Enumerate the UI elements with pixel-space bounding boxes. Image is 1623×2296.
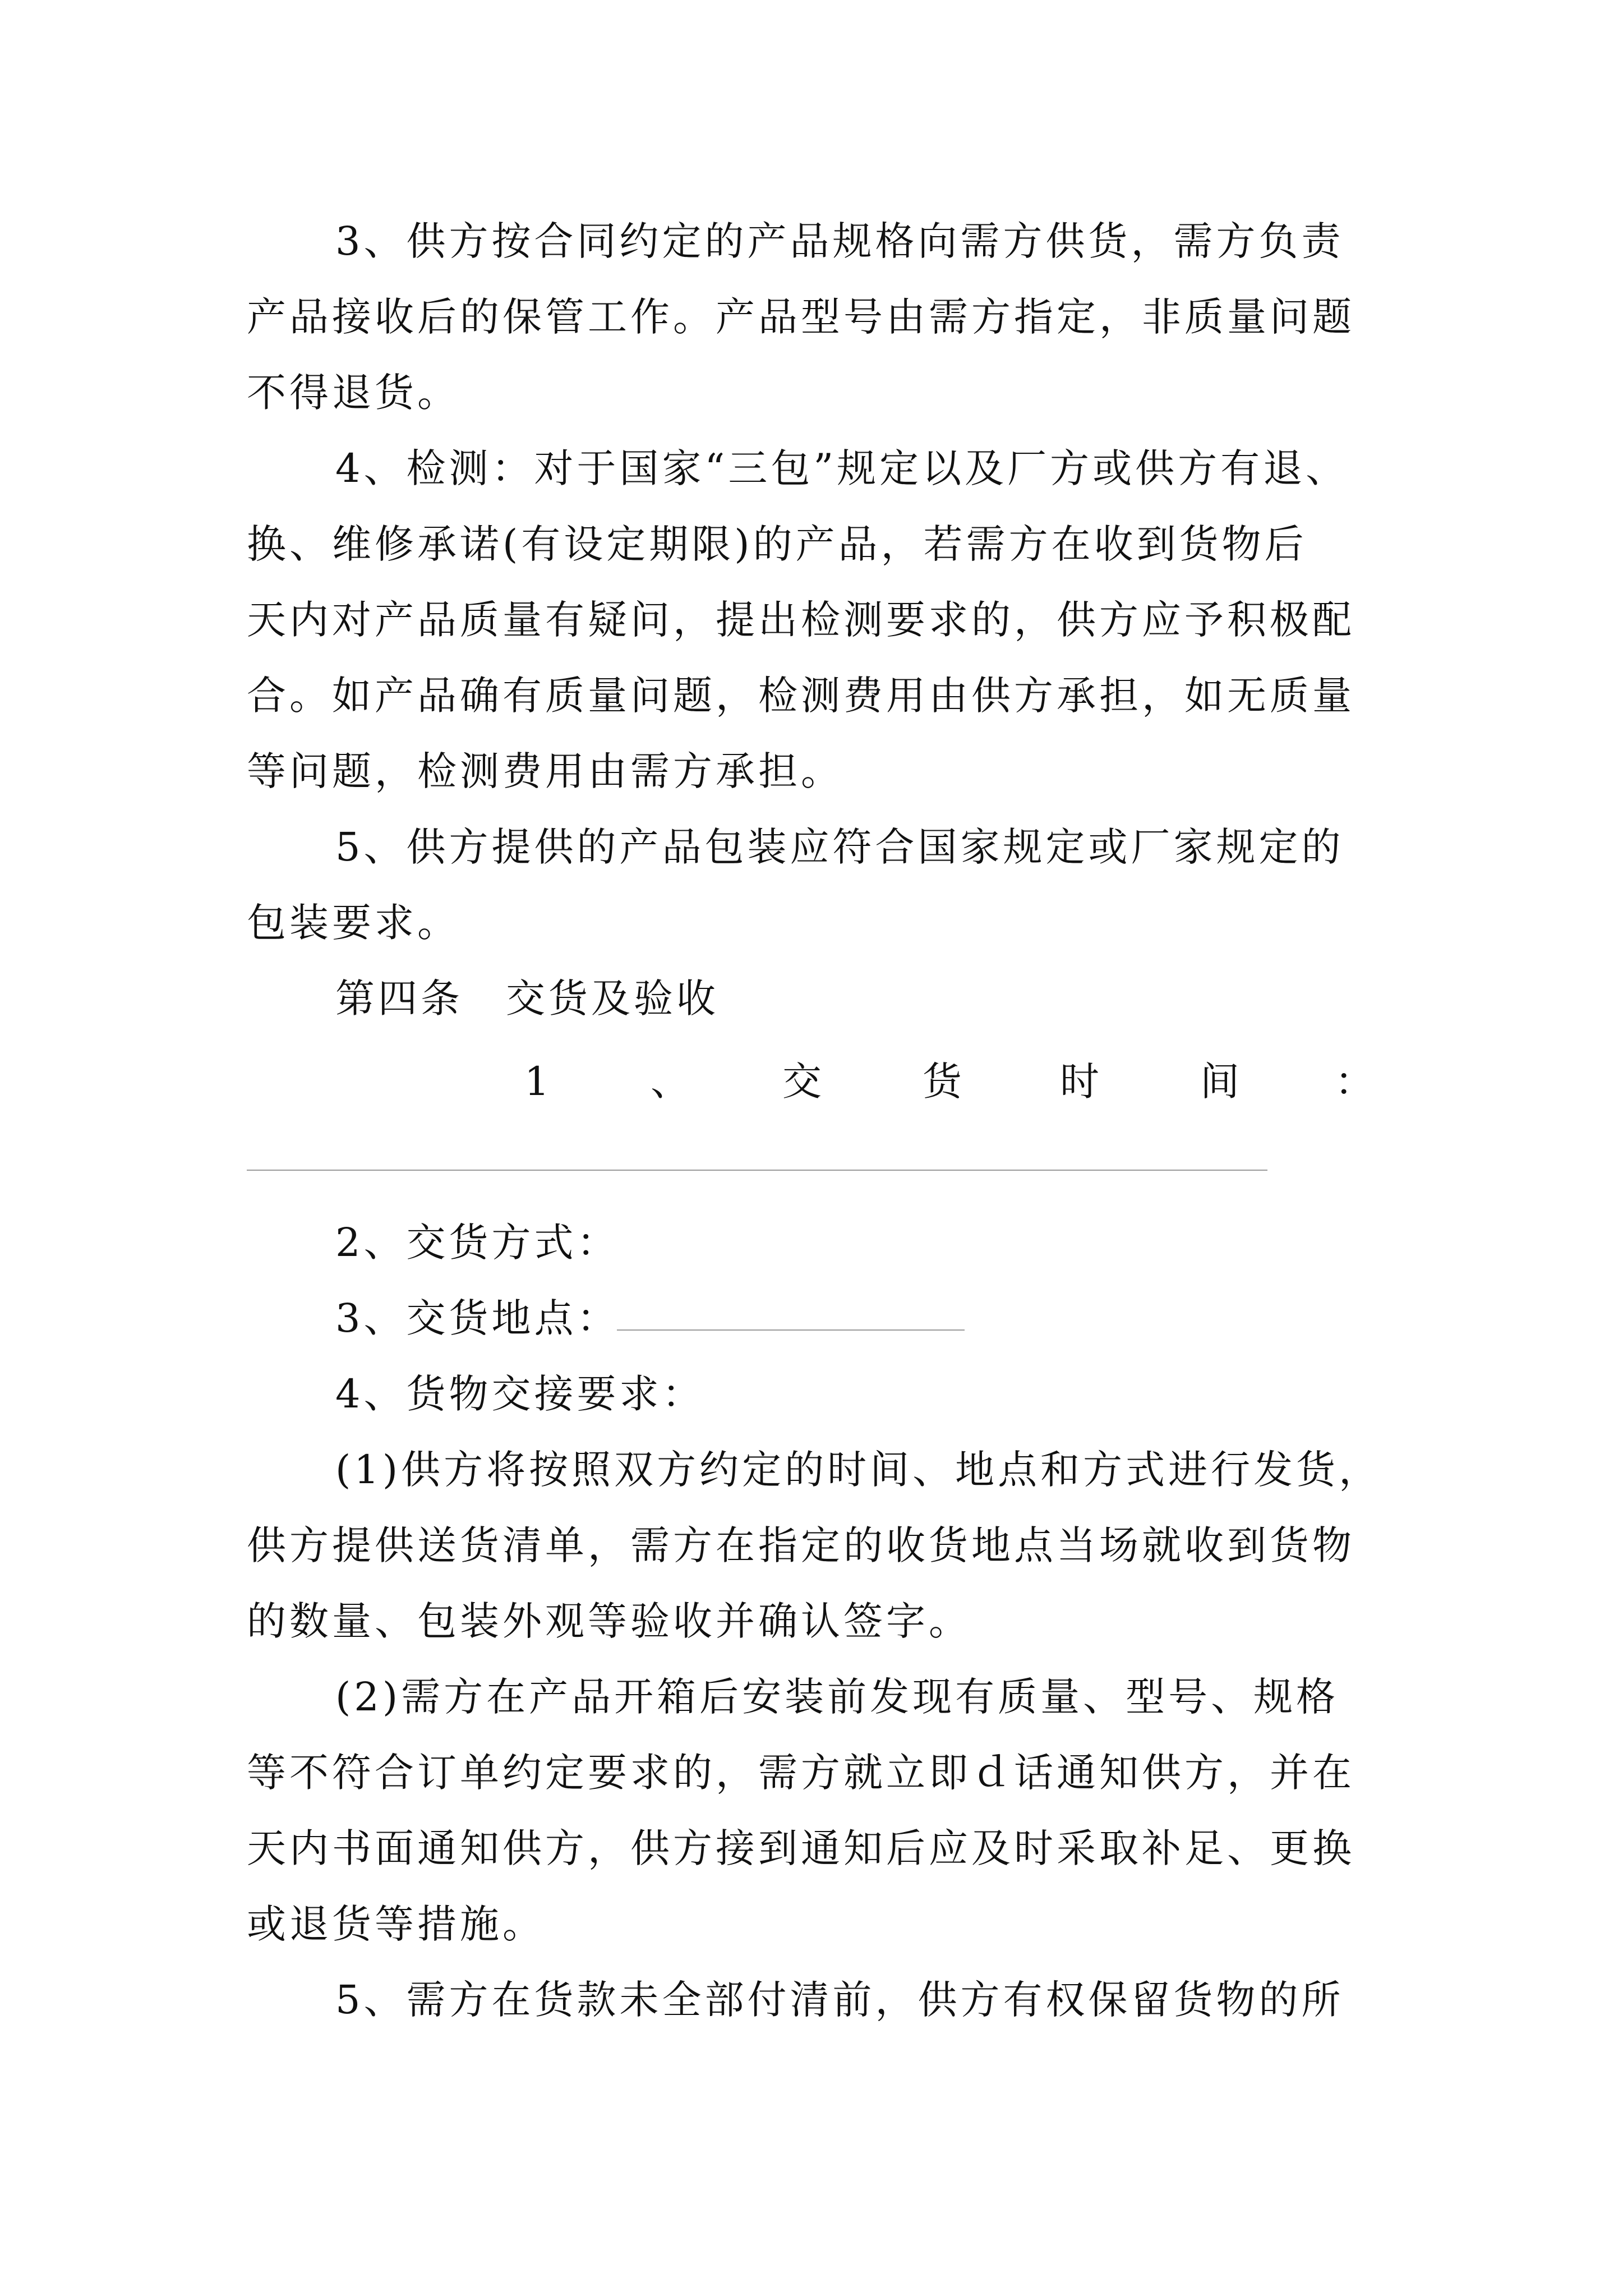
delivery-time-char: 1 (524, 1059, 550, 1105)
paragraph-line: 3、供方按合同约定的产品规格向需方供货，需方负责 (335, 218, 1344, 264)
paragraph-line: 4、货物交接要求： (335, 1371, 705, 1417)
delivery-time-char: 间 (1200, 1059, 1239, 1105)
delivery-time-char: 货 (923, 1059, 962, 1105)
paragraph-line: 3、交货地点： (335, 1295, 620, 1341)
paragraph-line: 合。如产品确有质量问题，检测费用由供方承担，如无质量 (247, 673, 1355, 719)
paragraph-line: 5、需方在货款未全部付清前，供方有权保留货物的所 (335, 1977, 1344, 2023)
paragraph-line: 5、供方提供的产品包装应符合国家规定或厂家规定的 (335, 824, 1344, 870)
paragraph-line: (1)供方将按照双方约定的时间、地点和方式进行发货， (335, 1447, 1382, 1493)
delivery-time-blank-line (247, 1170, 1267, 1171)
paragraph-line: 包装要求。 (247, 900, 460, 946)
paragraph-line: 不得退货。 (247, 370, 460, 416)
paragraph-line: 的数量、包装外观等验收并确认签字。 (247, 1598, 971, 1644)
paragraph-line: 等不符合订单约定要求的，需方就立即ｄ话通知供方，并在 (247, 1750, 1355, 1796)
paragraph-line: 供方提供送货清单，需方在指定的收货地点当场就收到货物 (247, 1522, 1355, 1568)
delivery-time-char: ： (1335, 1059, 1374, 1105)
paragraph-line: (2)需方在产品开箱后安装前发现有质量、型号、规格 (335, 1674, 1339, 1720)
paragraph-line: 天内书面通知供方，供方接到通知后应及时采取补足、更换 (247, 1825, 1355, 1871)
delivery-time-char: 、 (651, 1059, 690, 1105)
paragraph-line: 天内对产品质量有疑问，提出检测要求的，供方应予积极配 (247, 597, 1355, 643)
section-heading: 第四条 交货及验收 (335, 976, 719, 1022)
paragraph-line: 2、交货方式： (335, 1220, 620, 1266)
delivery-place-blank-line (617, 1329, 965, 1331)
paragraph-line: 4、检测：对于国家“三包”规定以及厂方或供方有退、 (335, 445, 1349, 491)
delivery-time-char: 交 (782, 1059, 822, 1105)
delivery-time-char: 时 (1060, 1059, 1099, 1105)
paragraph-line: 或退货等措施。 (247, 1901, 545, 1947)
paragraph-line: 产品接收后的保管工作。产品型号由需方指定，非质量问题 (247, 294, 1355, 340)
paragraph-line: 等问题，检测费用由需方承担。 (247, 748, 843, 794)
paragraph-line: 换、维修承诺(有设定期限)的产品，若需方在收到货物后 (247, 521, 1307, 567)
